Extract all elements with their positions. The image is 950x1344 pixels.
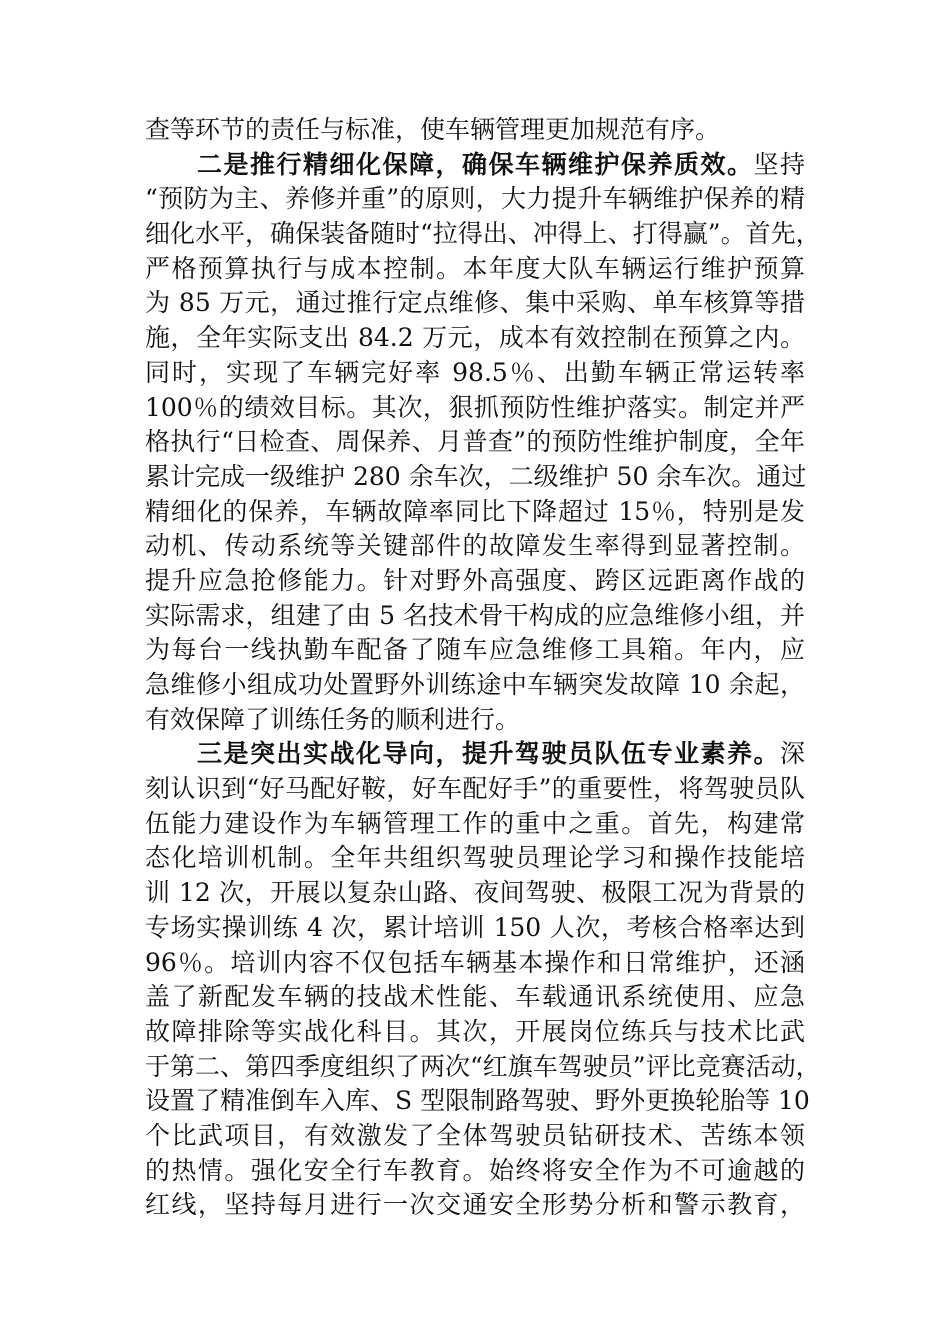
- text-line: [145, 703, 805, 738]
- line-text: 盖了新配发车辆的技战术性能、车载通讯系统使用、应急: [145, 982, 805, 1012]
- bold-heading: 二是推行精细化保障，确保车辆维护保养质效。: [197, 149, 754, 179]
- line-text: 专场实操训练 4 次，累计培训 150 人次，考核合格率达到: [145, 912, 805, 942]
- text-line: [145, 495, 805, 530]
- line-text: 严格预算执行与成本控制。本年度大队车辆运行维护预算: [145, 253, 805, 283]
- line-text: 伍能力建设作为车辆管理工作的重中之重。首先，构建常: [145, 808, 805, 838]
- text-line: [145, 425, 805, 460]
- line-text: 坚持: [753, 149, 805, 179]
- text-line: [145, 1188, 805, 1223]
- text-line: [145, 633, 805, 668]
- paragraph-heading-line: [145, 737, 805, 772]
- document-page: [145, 113, 821, 1223]
- text-line: [145, 876, 805, 911]
- line-text: 累计完成一级维护 280 余车次，二级维护 50 余车次。通过: [145, 461, 807, 491]
- line-text: “预防为主、养修并重”的原则，大力提升车辆维护保养的精: [145, 184, 805, 214]
- line-text: 的热情。强化安全行车教育。始终将安全作为不可逾越的: [145, 1155, 805, 1185]
- line-text: 实际需求，组建了由 5 名技术骨干构成的应急维修小组，并: [145, 600, 805, 630]
- text-line: [145, 286, 805, 321]
- line-text: 查等环节的责任与标准，使车辆管理更加规范有序。: [145, 115, 721, 144]
- text-line: [145, 252, 805, 287]
- text-line: [145, 391, 805, 426]
- paragraph-heading-line: [145, 148, 805, 183]
- text-line: [145, 599, 805, 634]
- text-line: [145, 217, 821, 252]
- text-line: [145, 772, 805, 807]
- line-text: 训 12 次，开展以复杂山路、夜间驾驶、极限工况为背景的: [145, 878, 805, 908]
- text-line: [145, 356, 805, 391]
- text-line: [145, 529, 805, 564]
- line-text: 格执行“日检查、周保养、月普查”的预防性维护制度，全年: [145, 427, 805, 457]
- text-line: [145, 1119, 805, 1154]
- line-text: 设置了精准倒车入库、S 型限制路驾驶、野外更换轮胎等 10: [145, 1086, 810, 1116]
- line-text: 施，全年实际支出 84.2 万元，成本有效控制在预算之内。: [145, 323, 805, 353]
- line-text: 100％的绩效目标。其次，狠抓预防性维护落实。制定并严: [145, 392, 805, 422]
- text-line: [145, 1084, 810, 1119]
- line-text: 有效保障了训练任务的顺利进行。: [145, 704, 521, 734]
- text-line: [145, 460, 805, 495]
- text-line: [145, 946, 805, 981]
- line-text: 红线，坚持每月进行一次交通安全形势分析和警示教育，: [145, 1190, 805, 1220]
- line-text: 急维修小组成功处置野外训练途中车辆突发故障 10 余起，: [145, 670, 805, 699]
- line-text: 深: [779, 739, 805, 769]
- text-line: [145, 1015, 805, 1050]
- text-line: [145, 182, 805, 217]
- text-line: [145, 564, 805, 599]
- line-text: 96％。培训内容不仅包括车辆基本操作和日常维护，还涵: [145, 947, 805, 977]
- line-text: 提升应急抢修能力。针对野外高强度、跨区远距离作战的: [145, 565, 805, 595]
- text-line: [145, 911, 805, 946]
- text-line: [145, 980, 805, 1015]
- line-text: 细化水平，确保装备随时“拉得出、冲得上、打得赢”。首先，: [145, 219, 821, 249]
- text-line: [145, 1050, 821, 1085]
- text-line: [145, 113, 805, 148]
- line-text: 个比武项目，有效激发了全体驾驶员钻研技术、苦练本领: [145, 1120, 805, 1150]
- text-line: [145, 1154, 805, 1189]
- bold-heading: 三是突出实战化导向，提升驾驶员队伍专业素养。: [197, 739, 780, 769]
- line-text: 刻认识到“好马配好鞍，好车配好手”的重要性，将驾驶员队: [145, 774, 805, 804]
- line-text: 为每台一线执勤车配备了随车应急维修工具箱。年内，应: [145, 635, 805, 665]
- text-line: [145, 321, 805, 356]
- line-text: 于第二、第四季度组织了两次“红旗车驾驶员”评比竞赛活动，: [145, 1051, 821, 1081]
- text-line: [145, 807, 805, 842]
- line-text: 为 85 万元，通过推行定点维修、集中采购、单车核算等措: [145, 288, 805, 318]
- text-line: [145, 668, 805, 703]
- text-line: [145, 841, 805, 876]
- line-text: 动机、传动系统等关键部件的故障发生率得到显著控制。: [145, 531, 805, 561]
- line-text: 精细化的保养，车辆故障率同比下降超过 15％，特别是发: [145, 496, 805, 526]
- line-text: 同时，实现了车辆完好率 98.5％、出勤车辆正常运转率: [145, 357, 805, 387]
- line-text: 态化培训机制。全年共组织驾驶员理论学习和操作技能培: [145, 843, 805, 873]
- line-text: 故障排除等实战化科目。其次，开展岗位练兵与技术比武: [145, 1016, 805, 1046]
